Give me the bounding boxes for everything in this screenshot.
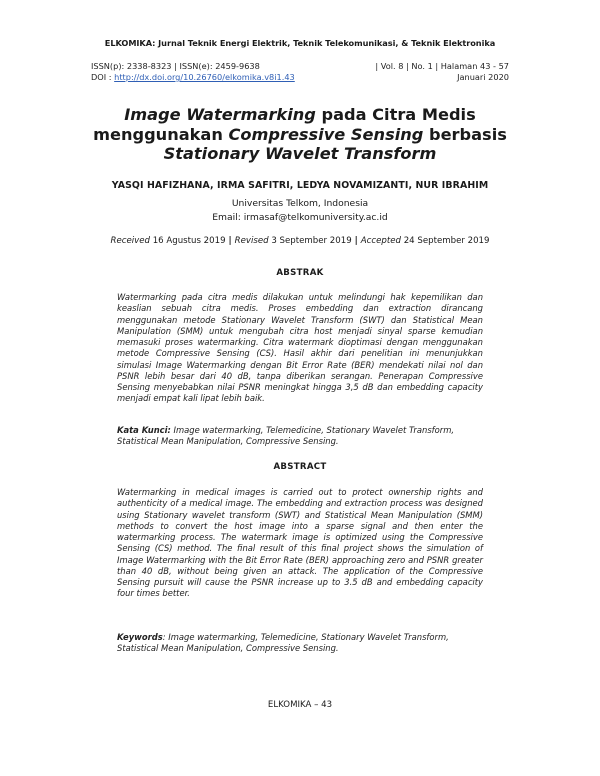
journal-name: ELKOMIKA: Jurnal Teknik Energi Elektrik, Teknik Telekomunikasi, & Teknik Elektronika: [104, 38, 496, 48]
affiliation-block: [0, 197, 600, 225]
issn: ISSN(p): 2338-8323 | ISSN(e): 2459-9638: [91, 61, 260, 71]
doi: [91, 72, 295, 82]
affiliation: Universitas Telkom, Indonesia: [231, 198, 369, 209]
submission-dates: Received 16 Agustus 2019 | Revised 3 September 2019 | Accepted 24 September 2019: [110, 236, 490, 246]
title-line-2: menggunakan Compressive Sensing berbasis: [93, 124, 507, 144]
title-line-3: Stationary Wavelet Transform: [163, 144, 437, 163]
title-line-1: Image Watermarking pada Citra Medis: [124, 105, 476, 124]
authors: YASQI HAFIZHANA, IRMA SAFITRI, LEDYA NOVAMIZANTI, NUR IBRAHIM: [111, 180, 489, 191]
email: Email: irmasaf@telkomuniversity.ac.id: [212, 212, 388, 223]
meta-row-issn: [91, 61, 509, 71]
kata-kunci: Kata Kunci: Image watermarking, Telemedicine, Stationary Wavelet Transform, Statistical Mean Manipulation, Compressive Sensing.: [117, 425, 455, 447]
volume-info: | Vol. 8 | No. 1 | Halaman 43 - 57: [375, 61, 509, 71]
doi-link[interactable]: http://dx.doi.org/10.26760/elkomika.v8i1.43: [114, 72, 295, 82]
doi-label: DOI :: [91, 72, 115, 82]
meta-row-doi: [91, 72, 509, 82]
abstrak-heading: ABSTRAK: [276, 268, 324, 278]
keywords: Keywords: Image watermarking, Telemedicine, Stationary Wavelet Transform, Statistical Mean Manipulation, Compressive Sensing.: [117, 632, 449, 654]
abstract-heading: ABSTRACT: [273, 462, 327, 472]
page-footer: ELKOMIKA – 43: [267, 700, 333, 710]
paper-title: [60, 105, 540, 164]
abstrak-text: Watermarking pada citra medis dilakukan untuk melindungi hak kepemilikan dan keaslian sebuah citra medis. Proses embedding dan extraction dirancang menggunakan metode Stationary Wavelet Transform (SWT) dan Statistical Mean Manipulation (SMM) untuk mengubah citra host menjadi sinyal sparse kemudian memasuki proses watermarking. Citra watermark dioptimasi dengan menggunakan metode Compressive Sensing (CS). Hasil akhir dari penelitian ini menunjukkan simulasi Image Watermarking dengan Bit Error Rate (BER) mendekati nilai nol dan PSNR lebih besar dari 40 dB, tanpa diberikan serangan. Penerapan Compressive Sensing menyebabkan nilai PSNR meningkat hingga 3,5 dB dan embedding capacity menjadi empat kali lipat lebih baik.: [117, 292, 483, 404]
issue-date: Januari 2020: [457, 72, 509, 82]
abstract-text: Watermarking in medical images is carried out to protect ownership rights and authenticity of a medical image. The embedding and extraction process was designed using Stationary wavelet transform (SWT) and Statistical Mean Manipulation (SMM) methods to convert the host image into a sparse signal and then enter the watermarking process. The watermark image is optimized using the Compressive Sensing (CS) method. The final result of this final project shows the simulation of Image Watermarking with the Bit Error Rate (BER) approaching zero and PSNR greater than 40 dB, without being given an attack. The application of the Compressive Sensing pursuit will cause the PSNR increase up to 3.5 dB and embedding capacity four times better.: [117, 487, 483, 599]
